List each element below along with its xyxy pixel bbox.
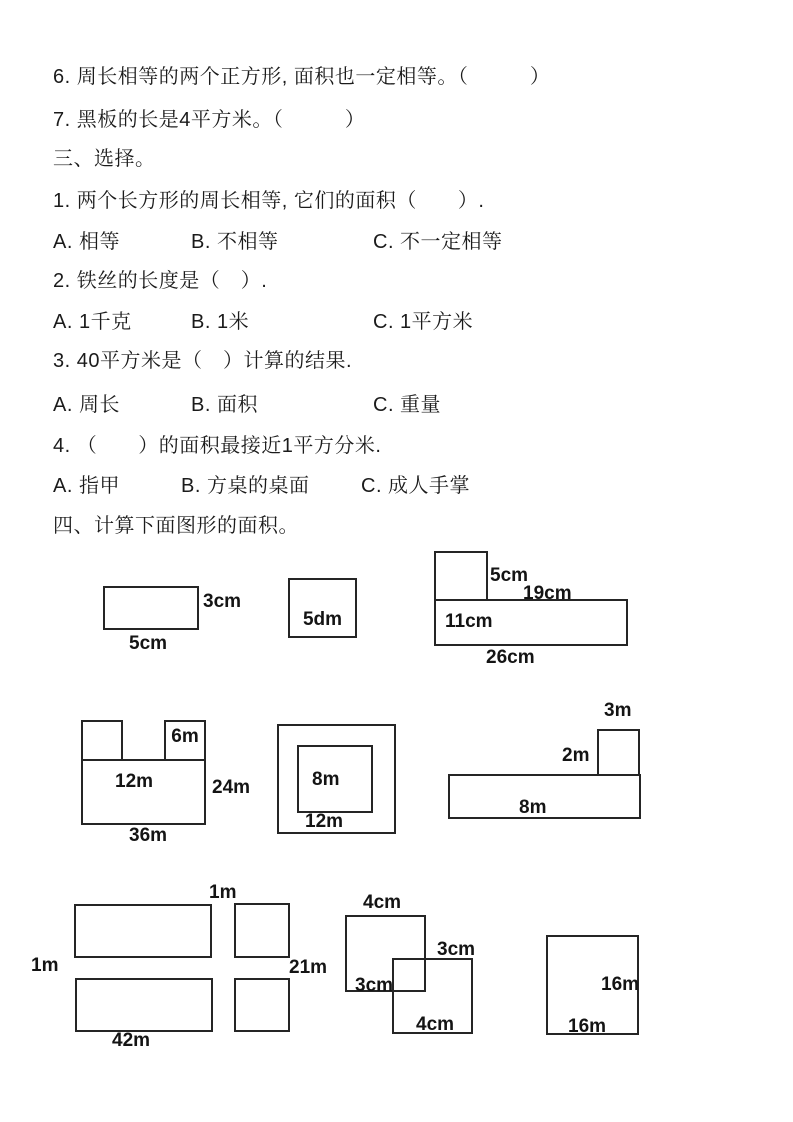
choice-q2-option-c: C. 1平方米 bbox=[373, 311, 474, 333]
fig6-top-square bbox=[597, 729, 640, 776]
choice-q3-option-c: C. 重量 bbox=[373, 394, 442, 416]
fig3-top-square bbox=[434, 551, 488, 601]
fig6-top-label: 3m bbox=[604, 700, 632, 721]
choice-q2: 2. 铁丝的长度是（ ）. bbox=[53, 270, 268, 292]
fig4-square-side-label: 6m bbox=[171, 726, 199, 747]
section-4-title: 四、计算下面图形的面积。 bbox=[53, 515, 299, 537]
fig8-square1-top-label: 4cm bbox=[363, 892, 402, 913]
choice-q1-option-c: C. 不一定相等 bbox=[373, 231, 503, 253]
choice-q1: 1. 两个长方形的周长相等, 它们的面积（ ）. bbox=[53, 190, 485, 212]
fig6-base-label: 8m bbox=[519, 797, 547, 818]
fig7-bottom-left-rectangle bbox=[75, 978, 213, 1032]
fig1-rectangle bbox=[103, 586, 199, 630]
fig7-gap-left-label: 1m bbox=[31, 955, 59, 976]
choice-q2-option-b: B. 1米 bbox=[191, 311, 250, 333]
fig4-base-rectangle bbox=[81, 759, 206, 825]
fig5-inner-side-label: 8m bbox=[312, 769, 340, 790]
fig7-bottom-right-rectangle bbox=[234, 978, 290, 1032]
fig4-left-square bbox=[81, 720, 123, 761]
fig7-gap-top-label: 1m bbox=[209, 882, 237, 903]
choice-q4: 4. （ ）的面积最接近1平方分米. bbox=[53, 435, 382, 457]
fig3-square-side-label: 5cm bbox=[490, 565, 529, 586]
fig4-side-label: 24m bbox=[212, 777, 251, 798]
fig3-bottom-width-label: 26cm bbox=[486, 647, 535, 668]
fig2-side-label: 5dm bbox=[302, 609, 343, 630]
fig7-width-label: 42m bbox=[112, 1030, 151, 1051]
section-3-title: 三、选择。 bbox=[53, 148, 156, 170]
fig3-top-width-label: 19cm bbox=[523, 583, 572, 604]
fig8-square2-top-label: 3cm bbox=[437, 939, 476, 960]
fig9-side-right-label: 16m bbox=[601, 974, 640, 995]
fig1-height-label: 3cm bbox=[203, 591, 242, 612]
choice-q1-option-a: A. 相等 bbox=[53, 231, 120, 253]
fig3-height-label: 11cm bbox=[445, 611, 493, 632]
choice-q4-option-a: A. 指甲 bbox=[53, 475, 120, 497]
question-6: 6. 周长相等的两个正方形, 面积也一定相等。（ ） bbox=[53, 66, 551, 88]
choice-q2-option-a: A. 1千克 bbox=[53, 311, 132, 333]
choice-q3-option-a: A. 周长 bbox=[53, 394, 120, 416]
choice-q4-option-b: B. 方桌的桌面 bbox=[181, 475, 310, 497]
choice-q3: 3. 40平方米是（ ）计算的结果. bbox=[53, 350, 353, 372]
fig4-bottom-label: 36m bbox=[129, 825, 168, 846]
fig7-height-label: 21m bbox=[289, 957, 328, 978]
fig8-square1-bottom-label: 3cm bbox=[355, 975, 394, 996]
choice-q4-option-c: C. 成人手掌 bbox=[361, 475, 471, 497]
fig9-side-bottom-label: 16m bbox=[568, 1016, 607, 1037]
fig5-inner-bottom-label: 12m bbox=[305, 811, 344, 832]
fig7-top-left-rectangle bbox=[74, 904, 212, 958]
fig4-inner-label: 12m bbox=[115, 771, 154, 792]
fig7-top-right-rectangle bbox=[234, 903, 290, 958]
fig6-side-label: 2m bbox=[562, 745, 590, 766]
choice-q3-option-b: B. 面积 bbox=[191, 394, 258, 416]
fig8-square2-bottom-label: 4cm bbox=[416, 1014, 455, 1035]
choice-q1-option-b: B. 不相等 bbox=[191, 231, 279, 253]
question-7: 7. 黑板的长是4平方米。（ ） bbox=[53, 109, 366, 131]
fig1-width-label: 5cm bbox=[129, 633, 168, 654]
